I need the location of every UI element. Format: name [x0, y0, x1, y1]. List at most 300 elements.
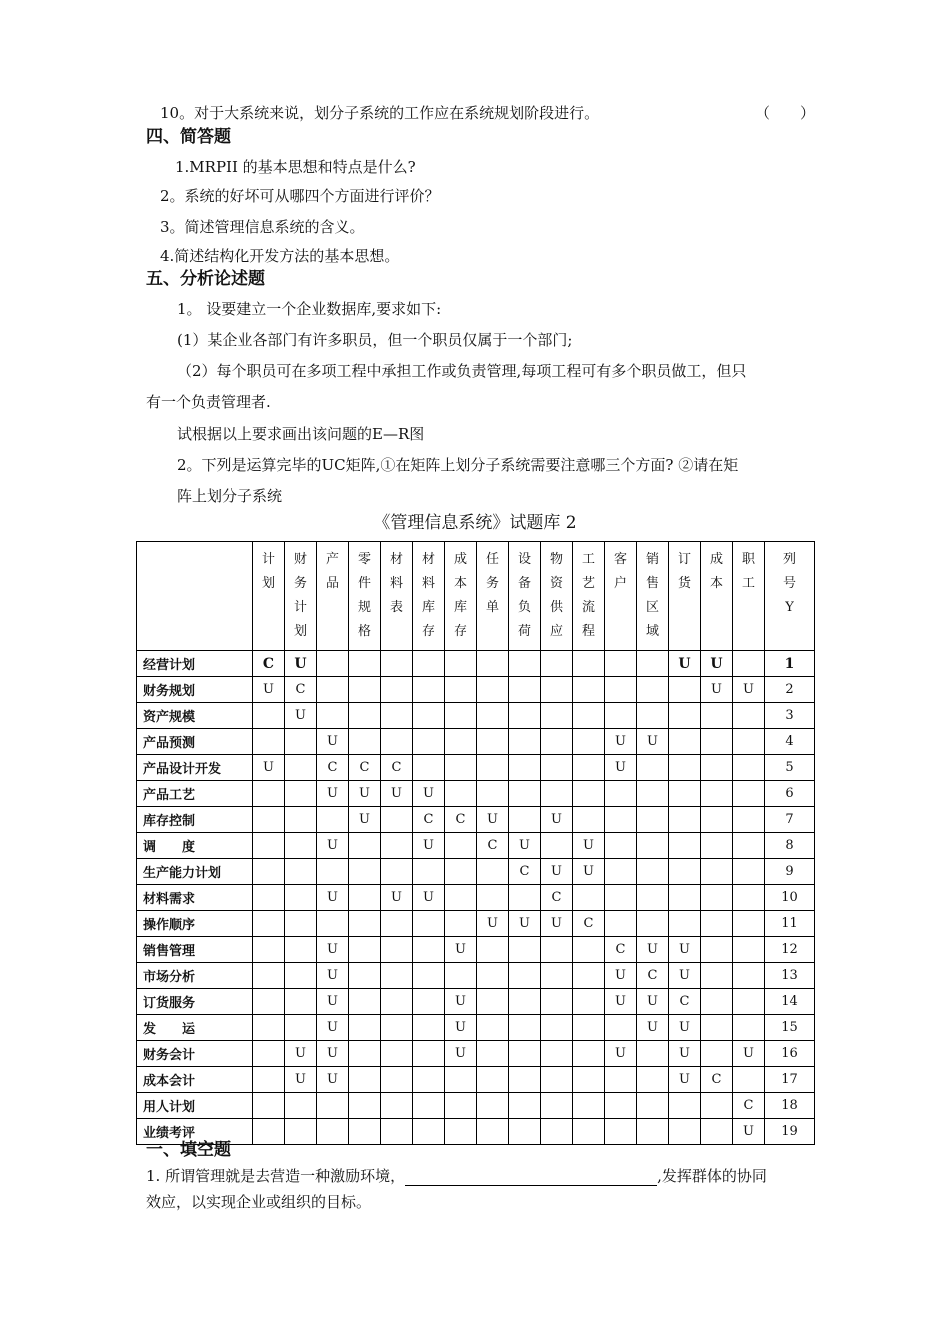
uc-cell [541, 781, 573, 807]
uc-cell [573, 729, 605, 755]
uc-cell [381, 911, 413, 937]
uc-cell [701, 911, 733, 937]
uc-cell [573, 989, 605, 1015]
uc-cell [253, 833, 285, 859]
uc-cell [477, 703, 509, 729]
uc-column-header [541, 542, 573, 651]
uc-cell: U [733, 1041, 765, 1067]
uc-cell [701, 1015, 733, 1041]
uc-cell [541, 703, 573, 729]
uc-cell [477, 1015, 509, 1041]
uc-row-name: 业绩考评 [137, 1119, 253, 1145]
fill-blank-q1 [146, 1166, 767, 1186]
uc-column-label: 客户 [613, 552, 627, 591]
uc-cell: U [669, 1067, 701, 1093]
uc-cell [637, 1041, 669, 1067]
uc-cell: U [317, 729, 349, 755]
uc-cell [381, 1015, 413, 1041]
uc-cell [381, 651, 413, 677]
uc-cell [285, 859, 317, 885]
uc-cell [509, 937, 541, 963]
uc-row-name: 资产规模 [137, 703, 253, 729]
uc-cell [733, 1067, 765, 1093]
uc-row-number: 18 [765, 1093, 815, 1119]
answer-bracket: （ ） [755, 104, 816, 122]
uc-cell [253, 703, 285, 729]
uc-cell [413, 677, 445, 703]
uc-cell [477, 885, 509, 911]
uc-cell [381, 1067, 413, 1093]
uc-corner-cell [137, 542, 253, 651]
uc-row-number: 19 [765, 1119, 815, 1145]
uc-cell: U [445, 1041, 477, 1067]
uc-column-header [701, 542, 733, 651]
uc-column-label: 工艺流程 [581, 552, 595, 639]
uc-cell [253, 989, 285, 1015]
uc-column-label: 物资供应 [549, 552, 563, 639]
uc-cell [605, 911, 637, 937]
uc-column-header [637, 542, 669, 651]
uc-cell: U [477, 807, 509, 833]
uc-cell [509, 1015, 541, 1041]
uc-cell [541, 1041, 573, 1067]
table-row [137, 677, 815, 703]
uc-row-number: 5 [765, 755, 815, 781]
uc-column-header [509, 542, 541, 651]
uc-cell [445, 963, 477, 989]
uc-cell [637, 651, 669, 677]
uc-cell [701, 989, 733, 1015]
uc-cell [541, 651, 573, 677]
uc-cell [381, 1041, 413, 1067]
uc-cell [477, 651, 509, 677]
uc-cell [477, 859, 509, 885]
uc-cell [573, 1067, 605, 1093]
uc-cell [349, 1119, 381, 1145]
uc-cell [381, 989, 413, 1015]
uc-column-header [445, 542, 477, 651]
uc-cell [701, 1119, 733, 1145]
uc-cell [285, 911, 317, 937]
uc-cell: U [541, 911, 573, 937]
uc-cell: U [381, 885, 413, 911]
uc-row-name: 材料需求 [137, 885, 253, 911]
uc-row-number: 12 [765, 937, 815, 963]
uc-cell: U [637, 729, 669, 755]
uc-cell: U [317, 937, 349, 963]
uc-cell [285, 755, 317, 781]
uc-cell [669, 703, 701, 729]
uc-column-header [765, 542, 815, 651]
section-1-title: 一、填空题 [146, 1140, 231, 1160]
uc-cell [733, 911, 765, 937]
uc-cell [669, 859, 701, 885]
uc-cell [701, 781, 733, 807]
uc-cell: U [285, 703, 317, 729]
uc-cell [669, 885, 701, 911]
uc-cell: C [317, 755, 349, 781]
uc-cell [605, 859, 637, 885]
uc-cell [349, 963, 381, 989]
uc-cell [573, 703, 605, 729]
uc-cell: U [605, 963, 637, 989]
answer-blank[interactable] [405, 1171, 657, 1186]
uc-column-label: 成本库存 [453, 552, 467, 639]
uc-cell [253, 911, 285, 937]
uc-cell [701, 755, 733, 781]
uc-cell [605, 1119, 637, 1145]
uc-cell: U [701, 677, 733, 703]
uc-cell [477, 1093, 509, 1119]
uc-cell [285, 1015, 317, 1041]
uc-cell [637, 781, 669, 807]
uc-cell: U [413, 781, 445, 807]
uc-cell [605, 1067, 637, 1093]
uc-row-name: 发 运 [137, 1015, 253, 1041]
uc-cell [509, 729, 541, 755]
uc-cell [413, 1119, 445, 1145]
uc-cell: U [573, 833, 605, 859]
uc-cell: U [541, 807, 573, 833]
uc-cell [509, 989, 541, 1015]
uc-cell [445, 1119, 477, 1145]
uc-cell [733, 703, 765, 729]
uc-column-header [669, 542, 701, 651]
uc-cell [573, 781, 605, 807]
uc-cell: U [509, 911, 541, 937]
uc-cell: U [285, 1067, 317, 1093]
uc-cell [477, 755, 509, 781]
uc-cell: U [285, 651, 317, 677]
uc-cell [413, 729, 445, 755]
uc-column-header [413, 542, 445, 651]
uc-cell [253, 1119, 285, 1145]
uc-row-number: 13 [765, 963, 815, 989]
uc-cell [733, 937, 765, 963]
uc-cell [349, 729, 381, 755]
uc-cell [701, 833, 733, 859]
question-10-text: 10。对于大系统来说，划分子系统的工作应在系统规划阶段进行。 [160, 104, 600, 122]
uc-cell [701, 937, 733, 963]
uc-cell [701, 1093, 733, 1119]
uc-cell [477, 729, 509, 755]
uc-cell [509, 1067, 541, 1093]
uc-cell: U [317, 1041, 349, 1067]
uc-cell: U [605, 989, 637, 1015]
uc-cell [381, 807, 413, 833]
uc-cell: C [541, 885, 573, 911]
uc-cell [733, 729, 765, 755]
table-row [137, 1067, 815, 1093]
uc-row-number: 6 [765, 781, 815, 807]
uc-cell [253, 1067, 285, 1093]
uc-column-label: 列号Y [782, 552, 796, 615]
uc-column-header [253, 542, 285, 651]
uc-cell: C [509, 859, 541, 885]
uc-cell [701, 1041, 733, 1067]
uc-cell: U [317, 1067, 349, 1093]
uc-cell [253, 963, 285, 989]
uc-cell [477, 963, 509, 989]
uc-cell: C [573, 911, 605, 937]
uc-cell [541, 755, 573, 781]
uc-cell [573, 677, 605, 703]
uc-row-name: 经营计划 [137, 651, 253, 677]
uc-cell: U [349, 807, 381, 833]
uc-cell [509, 677, 541, 703]
uc-cell [349, 1041, 381, 1067]
uc-cell: C [253, 651, 285, 677]
uc-cell [637, 885, 669, 911]
uc-cell [349, 859, 381, 885]
uc-cell [733, 885, 765, 911]
uc-cell: U [317, 781, 349, 807]
uc-cell [317, 807, 349, 833]
uc-cell [701, 729, 733, 755]
uc-cell: U [669, 1015, 701, 1041]
analysis-q1-req2-line1: （2）每个职员可在多项工程中承担工作或负责管理,每项工程可有多个职员做工，但只 [177, 362, 747, 380]
uc-cell [381, 859, 413, 885]
analysis-q1-task: 试根据以上要求画出该问题的E—R图 [177, 425, 425, 443]
analysis-q1-intro: 1。 设要建立一个企业数据库,要求如下: [177, 300, 442, 318]
uc-cell: U [637, 989, 669, 1015]
uc-cell [541, 833, 573, 859]
uc-cell [413, 1015, 445, 1041]
short-answer-2: 2。系统的好坏可从哪四个方面进行评价？ [160, 187, 440, 205]
uc-cell [509, 1041, 541, 1067]
uc-cell [285, 989, 317, 1015]
uc-cell [509, 1093, 541, 1119]
uc-cell [541, 1119, 573, 1145]
uc-row-number: 3 [765, 703, 815, 729]
uc-cell [509, 963, 541, 989]
uc-cell: U [317, 1015, 349, 1041]
uc-cell [317, 911, 349, 937]
uc-cell: U [669, 1041, 701, 1067]
uc-cell [413, 1067, 445, 1093]
uc-cell [381, 963, 413, 989]
uc-cell [349, 937, 381, 963]
uc-column-label: 职工 [741, 552, 755, 591]
uc-cell [413, 963, 445, 989]
analysis-q1-req1: (1）某企业各部门有许多职员，但一个职员仅属于一个部门; [177, 331, 573, 349]
uc-column-label: 设备负荷 [517, 552, 531, 639]
uc-cell [733, 781, 765, 807]
uc-cell: C [445, 807, 477, 833]
uc-cell [445, 755, 477, 781]
document-title: 《管理信息系统》试题库 2 [373, 513, 577, 533]
uc-column-header [477, 542, 509, 651]
uc-cell [701, 885, 733, 911]
uc-cell: C [733, 1093, 765, 1119]
analysis-q1-req2-line2: 有一个负责管理者. [146, 393, 271, 411]
uc-cell [733, 833, 765, 859]
uc-cell [381, 1093, 413, 1119]
uc-cell [253, 781, 285, 807]
table-row [137, 937, 815, 963]
uc-cell [541, 677, 573, 703]
analysis-q2-line2: 阵上划分子系统 [177, 487, 283, 505]
uc-cell [605, 807, 637, 833]
uc-cell [605, 651, 637, 677]
uc-cell [509, 781, 541, 807]
uc-cell [317, 651, 349, 677]
uc-cell [413, 1041, 445, 1067]
uc-cell [253, 937, 285, 963]
uc-cell [285, 833, 317, 859]
uc-cell [605, 885, 637, 911]
uc-cell [573, 937, 605, 963]
uc-cell [445, 911, 477, 937]
uc-row-name: 财务会计 [137, 1041, 253, 1067]
uc-cell: U [733, 1119, 765, 1145]
uc-cell [413, 859, 445, 885]
uc-cell [445, 729, 477, 755]
uc-cell [349, 833, 381, 859]
uc-row-name: 成本会计 [137, 1067, 253, 1093]
uc-cell: U [253, 755, 285, 781]
uc-cell [669, 755, 701, 781]
uc-cell [605, 703, 637, 729]
uc-cell: C [669, 989, 701, 1015]
uc-cell: U [669, 651, 701, 677]
uc-row-name: 操作顺序 [137, 911, 253, 937]
uc-cell [381, 833, 413, 859]
uc-cell [573, 755, 605, 781]
uc-cell [477, 1119, 509, 1145]
uc-cell [733, 989, 765, 1015]
uc-cell [669, 781, 701, 807]
uc-cell [285, 937, 317, 963]
uc-row-name: 生产能力计划 [137, 859, 253, 885]
table-row [137, 859, 815, 885]
uc-cell [541, 729, 573, 755]
uc-cell [381, 1119, 413, 1145]
uc-cell [637, 677, 669, 703]
uc-cell: U [445, 1015, 477, 1041]
uc-cell [349, 1015, 381, 1041]
uc-row-number: 16 [765, 1041, 815, 1067]
uc-cell [349, 703, 381, 729]
uc-cell [541, 937, 573, 963]
uc-row-name: 用人计划 [137, 1093, 253, 1119]
uc-cell: C [605, 937, 637, 963]
uc-cell [669, 833, 701, 859]
uc-cell [733, 859, 765, 885]
uc-row-name: 销售管理 [137, 937, 253, 963]
uc-row-number: 9 [765, 859, 815, 885]
uc-cell [573, 651, 605, 677]
uc-cell [541, 963, 573, 989]
uc-cell [637, 911, 669, 937]
uc-column-header [349, 542, 381, 651]
uc-cell: C [285, 677, 317, 703]
uc-row-number: 14 [765, 989, 815, 1015]
uc-cell [669, 1119, 701, 1145]
uc-cell [637, 1093, 669, 1119]
uc-cell [413, 1093, 445, 1119]
uc-cell [253, 1093, 285, 1119]
uc-cell: U [253, 677, 285, 703]
analysis-q2-line1: 2。下列是运算完毕的UC矩阵,①在矩阵上划分子系统需要注意哪三个方面? ②请在矩 [177, 456, 739, 474]
uc-cell [733, 755, 765, 781]
uc-cell [509, 1119, 541, 1145]
uc-cell [637, 755, 669, 781]
uc-row-name: 订货服务 [137, 989, 253, 1015]
uc-cell: U [445, 989, 477, 1015]
uc-row-number: 15 [765, 1015, 815, 1041]
uc-cell [413, 651, 445, 677]
uc-cell [509, 755, 541, 781]
uc-cell: C [701, 1067, 733, 1093]
section-4-title: 四、简答题 [146, 127, 231, 147]
uc-cell: U [541, 859, 573, 885]
uc-cell: U [317, 885, 349, 911]
uc-column-label: 材料表 [389, 552, 403, 615]
table-row [137, 885, 815, 911]
short-answer-4: 4.简述结构化开发方法的基本思想。 [160, 247, 400, 265]
uc-cell [317, 703, 349, 729]
uc-cell [317, 859, 349, 885]
uc-column-label: 成本 [709, 552, 723, 591]
uc-header-row [137, 542, 815, 651]
uc-cell [541, 1015, 573, 1041]
uc-cell: C [637, 963, 669, 989]
table-row [137, 807, 815, 833]
uc-cell: U [701, 651, 733, 677]
uc-cell [477, 989, 509, 1015]
table-row [137, 1015, 815, 1041]
uc-cell: U [413, 885, 445, 911]
uc-cell [285, 963, 317, 989]
uc-cell [413, 937, 445, 963]
uc-column-label: 材料库存 [421, 552, 435, 639]
uc-cell [637, 1119, 669, 1145]
uc-cell [413, 703, 445, 729]
uc-cell [701, 703, 733, 729]
uc-cell [285, 729, 317, 755]
uc-cell: C [349, 755, 381, 781]
uc-cell [285, 807, 317, 833]
uc-row-number: 8 [765, 833, 815, 859]
uc-cell [573, 1015, 605, 1041]
uc-cell [477, 1067, 509, 1093]
uc-column-label: 销售区域 [645, 552, 659, 639]
uc-cell [413, 911, 445, 937]
uc-cell [445, 859, 477, 885]
uc-cell [477, 937, 509, 963]
uc-cell: U [317, 833, 349, 859]
uc-row-number: 10 [765, 885, 815, 911]
uc-cell: U [669, 963, 701, 989]
uc-cell [573, 885, 605, 911]
uc-cell [381, 703, 413, 729]
table-row [137, 963, 815, 989]
table-row [137, 1093, 815, 1119]
table-row [137, 703, 815, 729]
uc-cell: U [573, 859, 605, 885]
section-5-title: 五、分析论述题 [146, 269, 265, 289]
uc-cell: U [605, 729, 637, 755]
uc-cell [669, 729, 701, 755]
uc-cell [605, 1093, 637, 1119]
uc-row-number: 11 [765, 911, 815, 937]
uc-column-label: 产品 [325, 552, 339, 591]
uc-cell [253, 807, 285, 833]
table-row [137, 651, 815, 677]
uc-cell [509, 651, 541, 677]
uc-cell [669, 677, 701, 703]
